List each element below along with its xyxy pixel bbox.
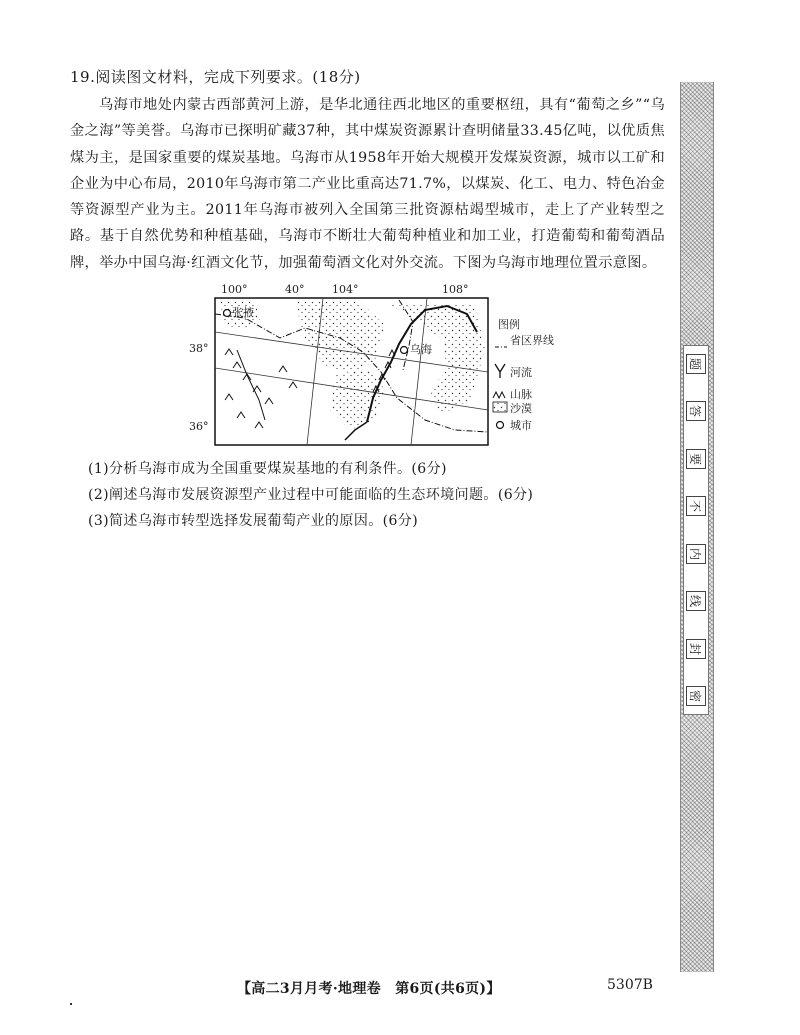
question-title: 19.阅读图文材料，完成下列要求。(18分) — [70, 68, 361, 86]
legend-label: 山脉 — [510, 388, 532, 401]
sub-question-2: (2)阐述乌海市发展资源型产业过程中可能面临的生态环境问题。(6分) — [88, 487, 534, 503]
map-figure — [185, 280, 555, 450]
page-footer: 【高二3月月考·地理卷 第6页(共6页)】 — [237, 981, 501, 997]
lon-label: 104° — [332, 283, 359, 296]
lat-label: 40° — [285, 283, 305, 296]
seal-char: 答 — [686, 401, 706, 421]
seal-char: 题 — [686, 354, 706, 374]
legend-title: 图例 — [498, 318, 520, 331]
seal-char: 要 — [686, 449, 706, 469]
sub-question-3: (3)简述乌海市转型选择发展葡萄产业的原因。(6分) — [88, 513, 419, 529]
seal-line-notice — [683, 345, 709, 715]
sub-question-1: (1)分析乌海市成为全国重要煤炭基地的有利条件。(6分) — [88, 461, 447, 477]
city-marker-wuhai — [401, 347, 408, 354]
scan-speck — [70, 1003, 72, 1005]
legend-mountain-icon — [493, 392, 505, 398]
legend-city-icon — [497, 422, 504, 429]
lat-label: 38° — [189, 342, 209, 355]
lon-label: 100° — [221, 283, 248, 296]
seal-char: 封 — [686, 639, 706, 659]
legend-label: 省区界线 — [510, 334, 554, 347]
question-passage — [70, 92, 665, 276]
seal-char: 密 — [686, 686, 706, 706]
seal-char: 线 — [686, 591, 706, 611]
legend-river-icon — [495, 364, 505, 378]
legend-label: 河流 — [510, 366, 532, 379]
city-marker-zhangye — [224, 310, 231, 317]
location-map — [185, 280, 555, 450]
legend-label: 城市 — [510, 419, 532, 432]
seal-char: 内 — [686, 544, 706, 564]
city-label-wuhai: 乌海 — [410, 343, 432, 356]
paper-code: 5307B — [607, 977, 653, 993]
city-label-zhangye: 张掖 — [232, 306, 254, 319]
legend-label: 沙漠 — [510, 402, 532, 415]
seal-char: 不 — [686, 496, 706, 516]
legend-desert-icon — [493, 402, 507, 412]
lon-label: 108° — [442, 283, 469, 296]
passage-text: 乌海市地处内蒙古西部黄河上游，是华北通往西北地区的重要枢纽，具有“葡萄之乡”“乌金之海”等美誉。乌海市已探明矿藏37种，其中煤炭资源累计查明储量33.45亿吨，以优质焦煤为主，是国家重要的煤炭基地。乌海市从1958年开始大规模开发煤炭资源，城市以工矿和企业为中心布局，2010年乌海市第二产业比重高达71.7%，以煤炭、化工、电力、特色冶金等资源型产业为主。2011年乌海市被列入全国第三批资源枯竭型城市，走上了产业转型之路。基于自然优势和种植基础，乌海市不断壮大葡萄种植业和加工业，打造葡萄和葡萄酒品牌，举办中国乌海·红酒文化节，加强葡萄酒文化对外交流。下图为乌海市地理位置示意图。 — [70, 97, 665, 271]
lat-label: 36° — [189, 420, 209, 433]
